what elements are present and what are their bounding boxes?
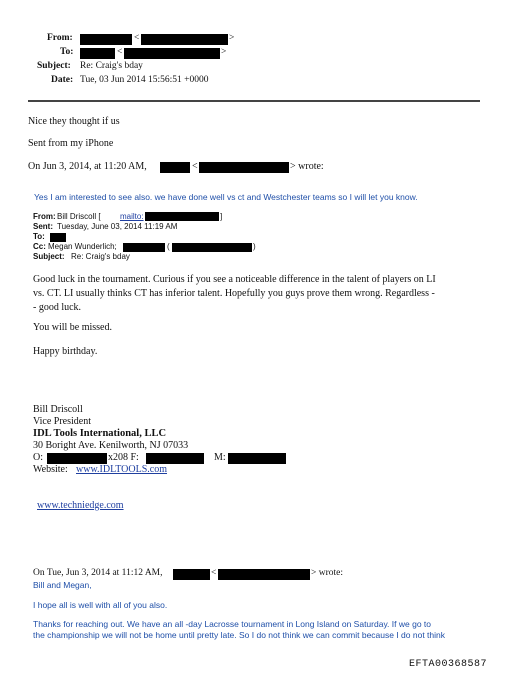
quote2-intro-suffix: > wrote: (311, 568, 344, 578)
date-value: Tue, 03 Jun 2014 15:56:51 +0000 (80, 75, 209, 85)
body-para1-line3: - good luck. (33, 302, 82, 313)
to-label: To: (60, 47, 74, 57)
sig-company: IDL Tools International, LLC (33, 428, 167, 439)
fwd-mailto-link[interactable]: mailto: (120, 212, 144, 221)
subject-value: Re: Craig's bday (80, 61, 143, 71)
redacted-sender-email (199, 162, 289, 173)
redacted-from-name (80, 34, 132, 45)
gt-sign: > (229, 33, 235, 43)
techniedge-link[interactable]: www.techniedge.com (37, 500, 124, 511)
redacted-office-phone (47, 453, 107, 464)
subject-label: Subject: (37, 61, 71, 71)
quote2-line3: the championship we will not be home until pretty late. So I do not think we can commit because I do not think (33, 630, 446, 640)
quote-intro-suffix: > wrote: (290, 161, 324, 172)
body-para2: You will be missed. (33, 322, 112, 333)
quote2-line1: I hope all is well with all of you also. (33, 600, 168, 610)
fwd-from-value: Bill Driscoll [ (57, 212, 101, 221)
fwd-from-label: From: (33, 212, 56, 221)
sig-website-label: Website: (33, 464, 68, 475)
lt-sign: < (211, 568, 217, 578)
redacted-to-name (80, 48, 115, 59)
gt-sign: > (221, 47, 227, 57)
body-para1-line1: Good luck in the tournament. Curious if you see a noticeable difference in the talent of players on LI (33, 274, 436, 285)
redacted-fwd-to (50, 233, 66, 242)
redacted-fwd-email (145, 212, 219, 221)
fwd-cc-value: Megan Wunderlich; (48, 242, 117, 251)
sig-title: Vice President (33, 416, 91, 427)
redacted-mobile (228, 453, 286, 464)
redacted-fax (146, 453, 204, 464)
sig-address: 30 Boright Ave. Kenilworth, NJ 07033 (33, 440, 189, 451)
sig-ext: x208 F: (108, 452, 139, 463)
fwd-subject-value: Re: Craig's bday (71, 252, 130, 261)
reply-line-1: Nice they thought if us (28, 116, 120, 127)
website-link[interactable]: www.IDLTOOLS.com (76, 464, 168, 475)
redacted-sender-name (160, 162, 190, 173)
reply-line-2: Sent from my iPhone (28, 138, 114, 149)
lt-sign: < (134, 33, 140, 43)
sig-mobile-label: M: (214, 452, 226, 463)
quote-intro-text: On Jun 3, 2014, at 11:20 AM, (28, 161, 147, 172)
body-para3: Happy birthday. (33, 346, 98, 357)
fwd-subject-label: Subject: (33, 252, 65, 261)
sig-name: Bill Driscoll (33, 404, 83, 415)
from-label: From: (47, 33, 73, 43)
quote2-line2: Thanks for reaching out. We have an all -day Lacrosse tournament in Long Island on Saturday. If we go to (33, 619, 432, 629)
redacted-to-email (124, 48, 220, 59)
redacted-from-email (141, 34, 228, 45)
fwd-paren-open: ( (167, 242, 170, 251)
redacted-quote2-name (173, 569, 210, 580)
fwd-sent-label: Sent: (33, 222, 53, 231)
fwd-bracket-close: ] (220, 212, 223, 221)
header-divider (28, 100, 480, 102)
sig-office-label: O: (33, 452, 43, 463)
quote2-greeting: Bill and Megan, (33, 580, 92, 590)
body-para1-line2: vs. CT. LI usually thinks CT has inferior talent. Hopefully you guys prove them wrong. Regardless - (33, 288, 435, 299)
lt-sign: < (117, 47, 123, 57)
redacted-cc-email (172, 243, 252, 252)
redacted-quote2-email (218, 569, 310, 580)
quote2-intro-text: On Tue, Jun 3, 2014 at 11:12 AM, (33, 568, 163, 578)
fwd-to-label: To: (33, 232, 45, 241)
fwd-sent-value: Tuesday, June 03, 2014 11:19 AM (57, 222, 178, 231)
date-label: Date: (51, 75, 74, 85)
document-id: EFTA00368587 (409, 659, 488, 670)
fwd-paren-close: ) (253, 242, 256, 251)
lt-sign: < (192, 161, 198, 172)
fwd-cc-label: Cc: (33, 242, 46, 251)
redacted-cc-name (123, 243, 165, 252)
quoted-message-1: Yes I am interested to see also. we have done well vs ct and Westchester teams so I will let you know. (34, 192, 418, 202)
